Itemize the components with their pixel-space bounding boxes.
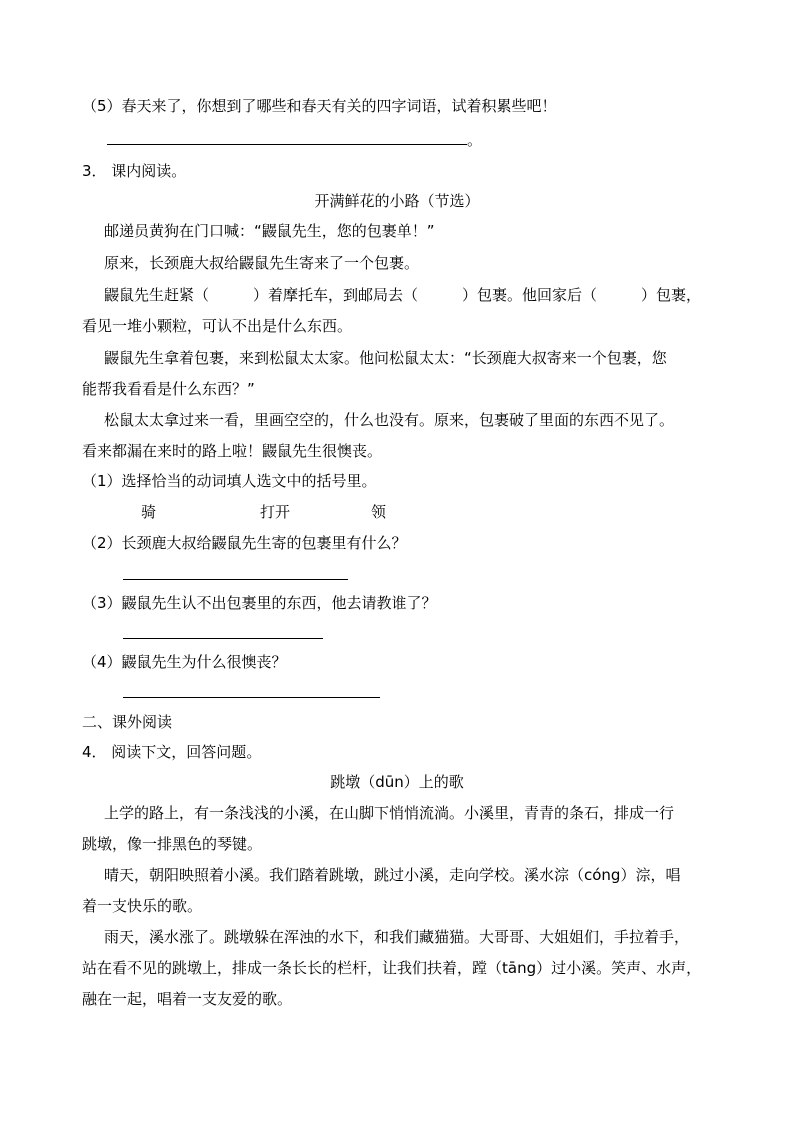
q3-paragraph-3-line-1: [104, 285, 701, 305]
q4-passage-title: 跳墩（dūn）上的歌: [330, 773, 464, 791]
q4-paragraph-3-line-3: 融在一起，唱着一支友爱的歌。: [82, 990, 293, 1008]
q2-item5-period: 。: [467, 131, 483, 149]
q3-p3-part-c: ）包裹。他回家后（: [462, 286, 598, 304]
q4-paragraph-3-line-1: 雨天，溪水涨了。跳墩躲在浑浊的水下，和我们藏猫猫。大哥哥、大姐姐们，手拉着手，: [104, 928, 690, 946]
q3-sub3-answer-line: [123, 638, 323, 639]
q4-paragraph-1-line-1: 上学的路上，有一条浅浅的小溪，在山脚下悄悄流淌。小溪里，青青的条石，排成一行: [104, 804, 675, 822]
q3-p3-part-d: ）包裹，: [641, 286, 702, 304]
q3-sub-question-3: （3）鼹鼠先生认不出包裹里的东西，他去请教谁了？: [82, 594, 437, 612]
q4-paragraph-1-line-2: 跳墩，像一排黑色的琴键。: [82, 835, 263, 853]
q3-sub-question-1: （1）选择恰当的动词填人选文中的括号里。: [82, 472, 377, 490]
q3-sub2-answer-line: [123, 579, 348, 580]
q2-item5-answer-line: [107, 144, 467, 145]
q3-passage-title: 开满鲜花的小路（节选）: [314, 192, 480, 210]
q3-p3-part-b: ）着摩托车，到邮局去（: [253, 286, 419, 304]
q4-heading: 4． 阅读下文，回答问题。: [82, 743, 262, 761]
q3-p3-part-a: 鼹鼠先生赶紧（: [104, 286, 210, 304]
q3-paragraph-1: 邮递员黄狗在门口喊：“鼹鼠先生，您的包裹单！”: [104, 222, 435, 240]
q3-sub4-answer-line: [123, 697, 380, 698]
q3-sub-question-2: （2）长颈鹿大叔给鼹鼠先生寄的包裹里有什么？: [82, 534, 407, 552]
q3-word-option-1: 骑: [141, 503, 157, 521]
q3-heading: 3． 课内阅读。: [82, 162, 187, 180]
q3-paragraph-3-line-2: 看见一堆小颗粒，可认不出是什么东西。: [82, 317, 353, 335]
q3-word-option-3: 领: [371, 503, 387, 521]
q3-paragraph-2: 原来，长颈鹿大叔给鼹鼠先生寄来了一个包裹。: [104, 254, 420, 272]
q3-sub-question-4: （4）鼹鼠先生为什么很懊丧？: [82, 653, 287, 671]
q4-paragraph-2-line-2: 着一支快乐的歌。: [82, 897, 203, 915]
q3-paragraph-4-line-2: 能帮我看看是什么东西？”: [82, 380, 255, 398]
q4-paragraph-3-line-2: 站在看不见的跳墩上，排成一条长长的栏杆，让我们扶着，蹚（tāng）过小溪。笑声、水声，: [82, 959, 702, 977]
q3-word-option-2: 打开: [260, 503, 291, 521]
q3-paragraph-5-line-2: 看来都漏在来时的路上啦！鼹鼠先生很懊丧。: [82, 442, 383, 460]
q3-paragraph-5-line-1: 松鼠太太拿过来一看，里画空空的，什么也没有。原来，包裹破了里面的东西不见了。: [104, 411, 675, 429]
section-2-heading: 二、课外阅读: [82, 713, 173, 731]
q2-item5-text: （5）春天来了，你想到了哪些和春天有关的四字词语，试着积累些吧！: [82, 97, 557, 115]
q4-paragraph-2-line-1: 晴天，朝阳映照着小溪。我们踏着跳墩，跳过小溪，走向学校。溪水淙（cóng）淙，唱: [104, 866, 681, 884]
q3-paragraph-4-line-1: 鼹鼠先生拿着包裹，来到松鼠太太家。他问松鼠太太：“长颈鹿大叔寄来一个包裹，您: [104, 349, 667, 367]
